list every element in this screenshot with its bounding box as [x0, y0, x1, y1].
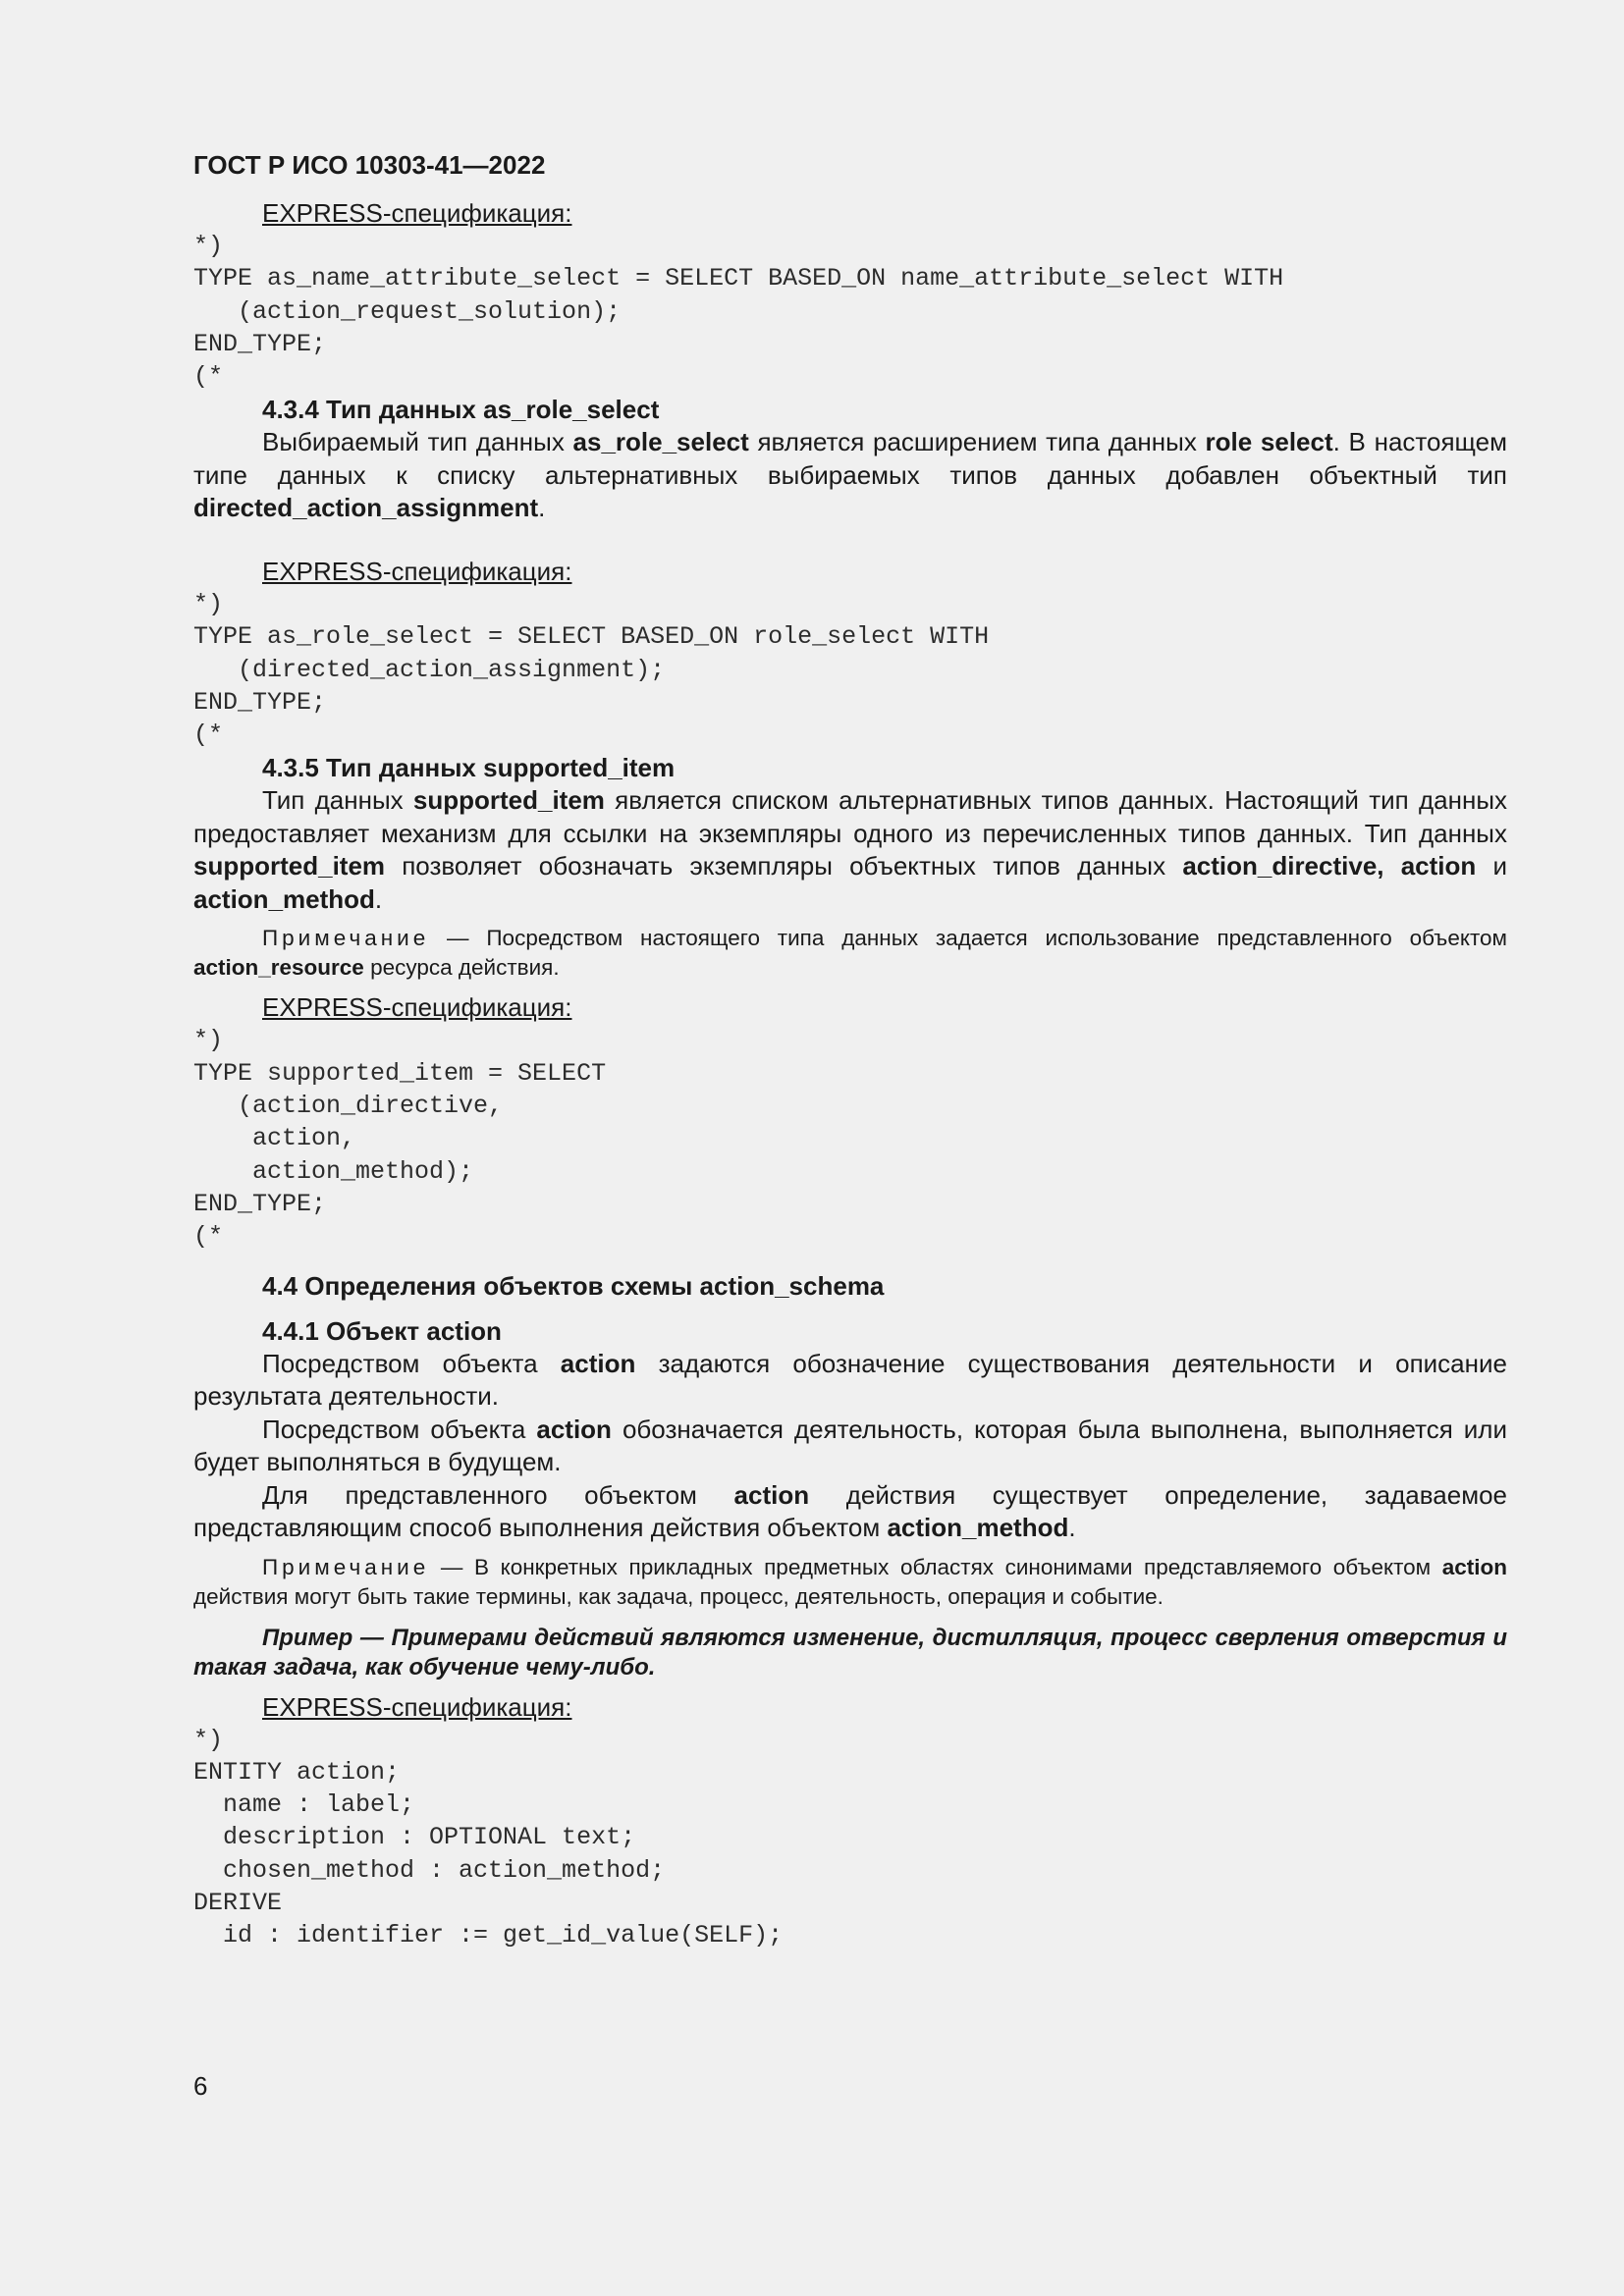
text-run: Для представленного объектом	[262, 1479, 734, 1510]
bold-term: action	[560, 1348, 636, 1378]
code-block-supported-item: *) TYPE supported_item = SELECT (action_directive, action, action_method); END_TYPE; (*	[193, 1026, 607, 1252]
express-spec-label: EXPRESS-спецификация:	[262, 556, 572, 586]
bold-term: action	[733, 1479, 810, 1510]
bold-term: directed_action_assignment	[193, 493, 539, 523]
text-run: ресурса действия.	[363, 955, 560, 981]
section-heading-4-3-4: 4.3.4 Тип данных as_role_select	[262, 395, 660, 425]
page-number: 6	[193, 2071, 208, 2101]
text-run: позволяет обозначать экземпляры объектных типов данных	[385, 851, 1183, 881]
bold-term: action_method	[887, 1513, 1069, 1543]
text-run: является расширением типа данных	[748, 427, 1206, 457]
text-run: действия могут быть такие термины, как задача, процесс, деятельность, операция и событие.	[193, 1583, 1164, 1609]
text-run: Выбираемый тип данных	[262, 427, 573, 457]
paragraph	[193, 1348, 1507, 1414]
bold-term: action_method	[193, 883, 375, 914]
bold-term: action_resource	[193, 955, 364, 981]
text-run: обозначается деятельность, которая была выполнена, выполняется или будет выполняться в будущем.	[193, 1414, 1507, 1477]
section-heading-4-3-5: 4.3.5 Тип данных supported_item	[262, 753, 676, 783]
bold-term: role select	[1205, 427, 1333, 457]
bold-term: action_directive, action	[1182, 851, 1477, 881]
text-run: .	[538, 493, 546, 523]
note-prefix: Примечание	[262, 1554, 430, 1579]
text-run: — Посредством настоящего типа данных задается использование представленного объектом	[429, 926, 1507, 951]
example: Пример — Примерами действий являются изменение, дистилляция, процесс сверления отверстия и такая задача, как обучение чему-либо.	[193, 1624, 1507, 1681]
text-run: — В конкретных прикладных предметных областях синонимами представляемого объектом	[429, 1554, 1442, 1579]
text-run: .	[1068, 1513, 1076, 1543]
note	[193, 924, 1507, 983]
paragraph	[193, 784, 1507, 916]
section-heading-4-4-1: 4.4.1 Объект action	[262, 1315, 502, 1346]
bold-term: action	[536, 1414, 612, 1444]
code-block-entity-action: *) ENTITY action; name : label; description : OPTIONAL text; chosen_method : action_method; DERIVE id : identifier := get_id_value(SELF);	[193, 1725, 784, 1950]
bold-term: supported_item	[193, 851, 386, 881]
paragraph	[193, 1414, 1507, 1479]
text-run: задаются обозначение существования деятельности и описание результата деятельности.	[193, 1348, 1507, 1412]
code-block-as-role-select: *) TYPE as_role_select = SELECT BASED_ON role_select WITH (directed_action_assignment); END_TYPE; (*	[193, 589, 990, 750]
text-run: Посредством объекта	[262, 1348, 561, 1378]
note-prefix: Примечание	[262, 926, 430, 951]
text-run: .	[374, 883, 383, 914]
text-run: действия существует определение, задаваемое представляющим способ выполнения действия объектом	[193, 1479, 1507, 1543]
express-spec-label: EXPRESS-спецификация:	[262, 198, 572, 228]
bold-term: as_role_select	[572, 427, 749, 457]
text-run: является списком альтернативных типов данных. Настоящий тип данных предоставляет механизм для ссылки на экземпляры одного из перечисленных типов данных. Тип данных	[193, 785, 1508, 848]
text-run: и	[1476, 851, 1507, 881]
bold-term: action	[1441, 1554, 1507, 1579]
note	[193, 1553, 1507, 1612]
express-spec-label: EXPRESS-спецификация:	[262, 992, 572, 1023]
page-content	[193, 143, 1507, 1952]
section-heading-4-4: 4.4 Определения объектов схемы action_schema	[262, 1270, 885, 1301]
text-run: . В настоящем типе данных к списку альтернативных выбираемых типов данных добавлен объектный тип	[193, 427, 1507, 490]
paragraph	[193, 1479, 1507, 1545]
express-spec-label: EXPRESS-спецификация:	[262, 1691, 572, 1722]
document-header: ГОСТ Р ИСО 10303-41—2022	[193, 150, 546, 180]
text-run: Тип данных	[262, 785, 413, 816]
code-block-as-name-attribute-select: *) TYPE as_name_attribute_select = SELECT BASED_ON name_attribute_select WITH (action_request_solution); END_TYPE; (*	[193, 232, 1284, 392]
text-run: Посредством объекта	[262, 1414, 537, 1444]
bold-term: supported_item	[412, 785, 605, 816]
paragraph	[193, 426, 1507, 525]
